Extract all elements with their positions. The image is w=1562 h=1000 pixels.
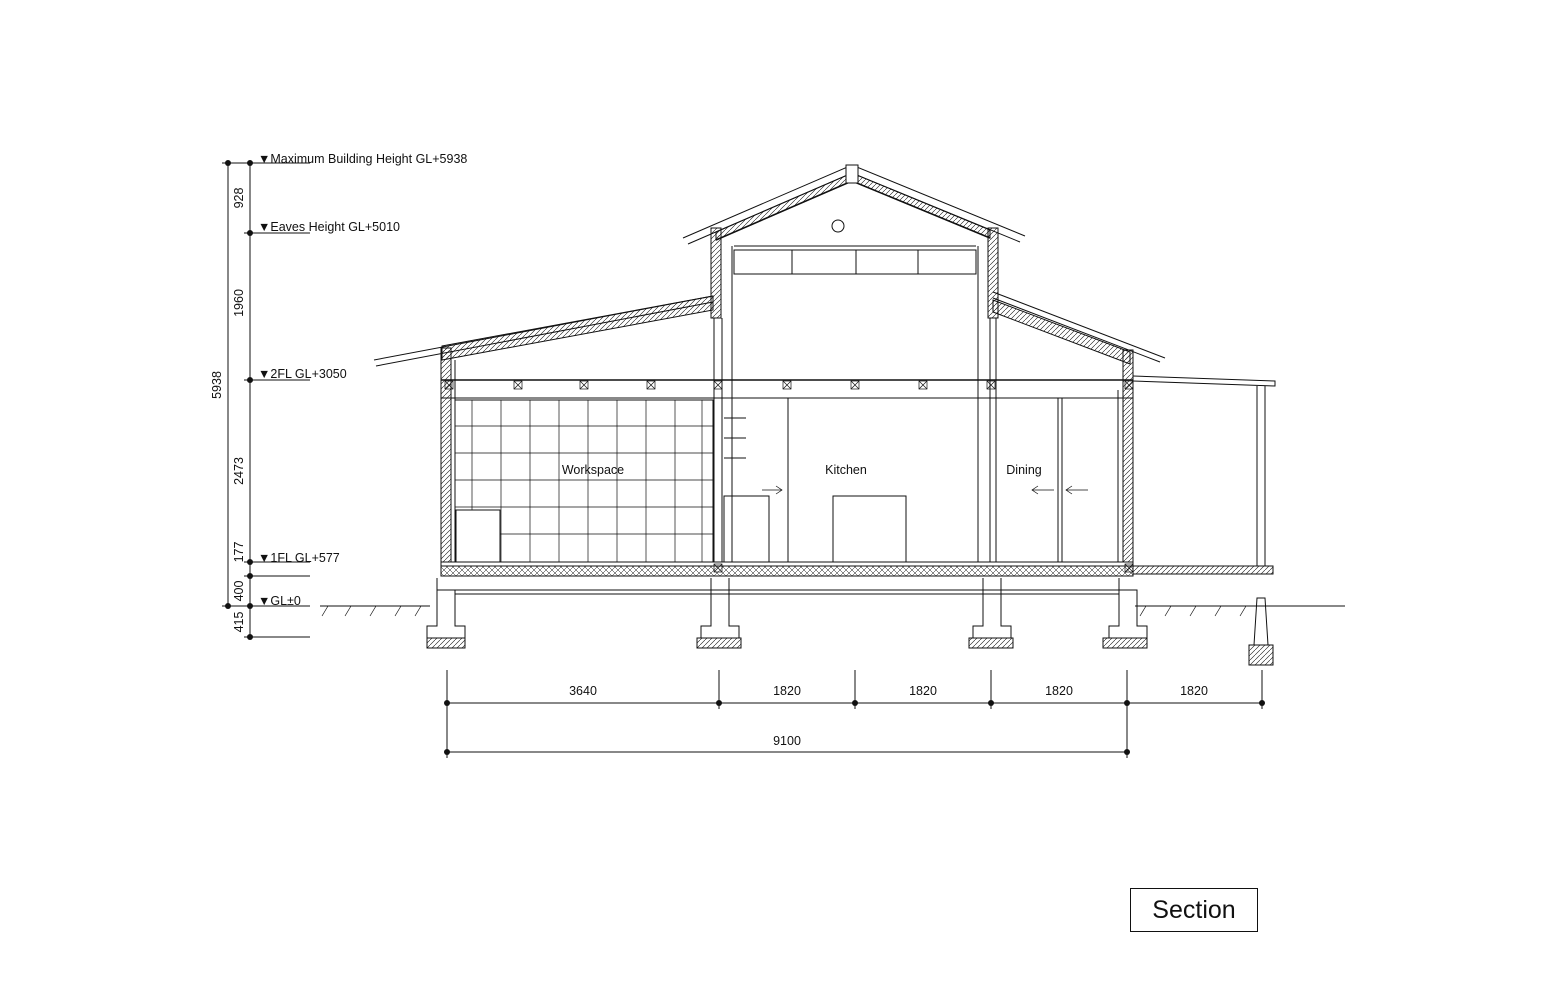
dim-v-177: 177 [232, 541, 246, 563]
dim-h-1820-c: 1820 [1045, 684, 1073, 698]
dim-h-1820-b: 1820 [909, 684, 937, 698]
workspace-shelving [455, 400, 713, 562]
level-label-gl: ▼GL±0 [258, 594, 301, 608]
dim-total-height: 5938 [210, 371, 224, 399]
roofs [374, 165, 1275, 386]
dim-v-400: 400 [232, 580, 246, 602]
dim-h-1820-d: 1820 [1180, 684, 1208, 698]
foundations [427, 578, 1273, 665]
dim-v-415: 415 [232, 611, 246, 633]
level-label-eaves-height: ▼Eaves Height GL+5010 [258, 220, 400, 234]
floor-structure [441, 562, 1273, 576]
horizontal-dimensions [444, 670, 1265, 758]
dim-v-1960: 1960 [232, 289, 246, 317]
dim-v-928: 928 [232, 187, 246, 209]
level-label-2fl: ▼2FL GL+3050 [258, 367, 347, 381]
drawing-title-box [1130, 888, 1258, 932]
ground-line [320, 606, 1345, 616]
dim-h-total-9100: 9100 [773, 734, 801, 748]
dim-h-3640: 3640 [569, 684, 597, 698]
drawing-title: Section [1152, 895, 1236, 924]
clerestory-windows [734, 220, 976, 274]
room-label-dining: Dining [1006, 463, 1042, 477]
kitchen-fixtures [724, 398, 906, 562]
level-label-max-height: ▼Maximum Building Height GL+5938 [258, 152, 468, 166]
dim-h-1820-a: 1820 [773, 684, 801, 698]
room-label-kitchen: Kitchen [825, 463, 867, 477]
dining-doors [1032, 398, 1088, 562]
dim-v-2473: 2473 [232, 457, 246, 485]
room-label-workspace: Workspace [561, 463, 625, 477]
level-label-1fl: ▼1FL GL+577 [258, 551, 340, 565]
